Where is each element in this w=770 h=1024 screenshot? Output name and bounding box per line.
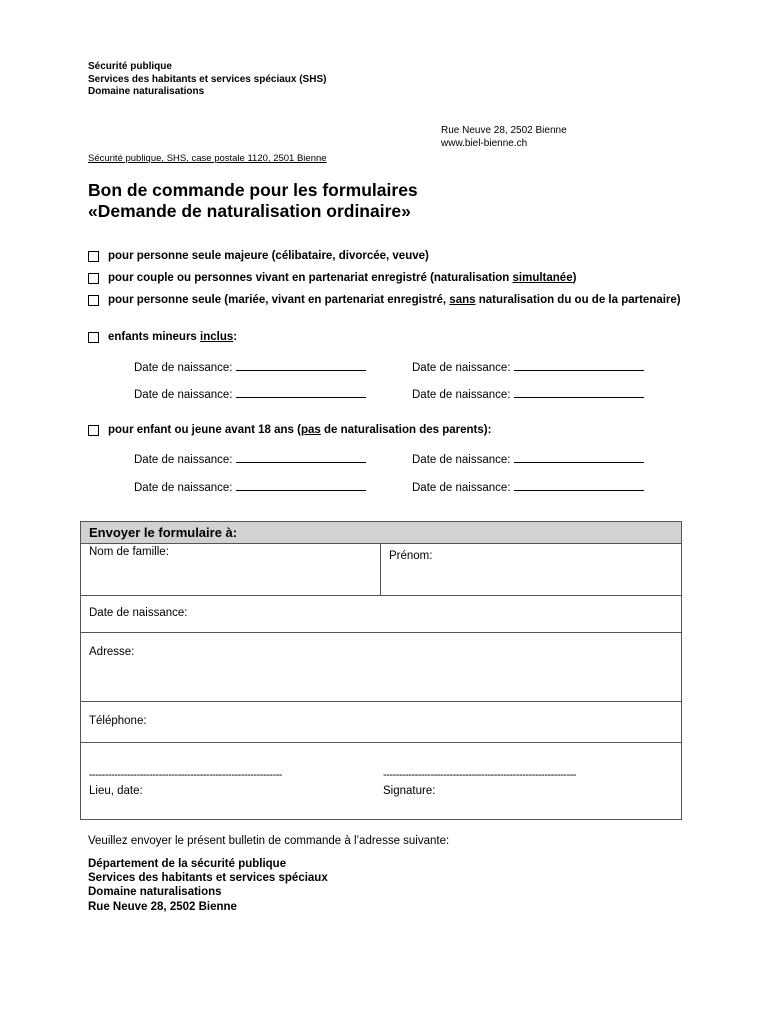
prenom-label[interactable]: Prénom:	[389, 550, 433, 562]
option-label: enfants mineurs inclus:	[108, 331, 238, 343]
divider	[81, 595, 681, 596]
signature-label: Signature:	[383, 785, 436, 797]
office-address	[441, 125, 567, 150]
dob-blank[interactable]	[514, 387, 644, 398]
dob-child-4[interactable]	[412, 387, 644, 401]
option-label: pour personne seule majeure (célibataire, divorcée, veuve)	[108, 250, 429, 262]
dob-blank[interactable]	[514, 360, 644, 371]
footer-address-line-4: Rue Neuve 28, 2502 Bienne	[88, 900, 237, 913]
checkbox[interactable]	[88, 251, 99, 262]
option-minor-children[interactable]	[88, 330, 688, 345]
checkbox[interactable]	[88, 273, 99, 284]
title-line-1: Bon de commande pour les formulaires	[88, 180, 418, 200]
option-couple[interactable]	[88, 271, 688, 286]
footer-address-line-1: Département de la sécurité publique	[88, 858, 287, 870]
nom-label[interactable]: Nom de famille:	[89, 546, 169, 558]
office-street: Rue Neuve 28, 2502 Bienne	[441, 125, 567, 136]
option-single-adult[interactable]	[88, 249, 688, 264]
lieu-date-label: Lieu, date:	[89, 785, 143, 797]
dob-label: Date de naissance:	[412, 389, 511, 401]
dob-child-1[interactable]	[134, 360, 366, 374]
divider	[81, 701, 681, 702]
recipient-form	[80, 521, 682, 820]
dob-youth-2[interactable]	[412, 452, 644, 466]
dob-label: Date de naissance:	[134, 482, 233, 494]
letterhead-line-3: Domaine naturalisations	[88, 86, 205, 97]
dob-label: Date de naissance:	[412, 454, 511, 466]
date-label[interactable]: Date de naissance:	[89, 607, 188, 619]
dob-label: Date de naissance:	[134, 454, 233, 466]
footer-address-line-3: Domaine naturalisations	[88, 886, 222, 899]
footer-instruction: Veuillez envoyer le présent bulletin de commande à l’adresse suivante:	[88, 835, 450, 847]
footer-address-line-2: Services des habitants et services spéciaux	[88, 872, 328, 885]
divider	[380, 543, 381, 595]
checkbox[interactable]	[88, 332, 99, 343]
dob-label: Date de naissance:	[412, 482, 511, 494]
dob-label: Date de naissance:	[134, 362, 233, 374]
signature-line[interactable]: -------------------------------------------------------------	[383, 769, 576, 781]
dob-blank[interactable]	[236, 387, 366, 398]
dob-blank[interactable]	[236, 360, 366, 371]
adresse-label[interactable]: Adresse:	[89, 646, 135, 658]
letterhead-line-1: Sécurité publique	[88, 61, 172, 72]
option-label: pour enfant ou jeune avant 18 ans (pas de naturalisation des parents):	[108, 424, 492, 436]
dob-blank[interactable]	[514, 480, 644, 491]
option-child-under-18[interactable]	[88, 423, 688, 438]
dob-label: Date de naissance:	[134, 389, 233, 401]
letterhead	[88, 61, 326, 99]
dob-child-2[interactable]	[412, 360, 644, 374]
divider	[81, 742, 681, 743]
lieu-date-line[interactable]: -------------------------------------------------------------	[89, 769, 282, 781]
divider	[81, 632, 681, 633]
option-single-married[interactable]	[88, 293, 688, 308]
dob-youth-4[interactable]	[412, 480, 644, 494]
dob-blank[interactable]	[236, 452, 366, 463]
dob-blank[interactable]	[514, 452, 644, 463]
checkbox[interactable]	[88, 295, 99, 306]
dob-youth-1[interactable]	[134, 452, 366, 466]
title-line-2: «Demande de naturalisation ordinaire»	[88, 200, 411, 221]
dob-blank[interactable]	[236, 480, 366, 491]
letterhead-line-2: Services des habitants et services spéciaux (SHS)	[88, 73, 327, 85]
checkbox[interactable]	[88, 425, 99, 436]
dob-label: Date de naissance:	[412, 362, 511, 374]
option-label: pour personne seule (mariée, vivant en partenariat enregistré, sans naturalisation du ou de la partenaire)	[108, 294, 681, 306]
office-website[interactable]: www.biel-bienne.ch	[441, 137, 528, 149]
page-title	[88, 180, 418, 221]
form-heading: Envoyer le formulaire à:	[89, 525, 238, 540]
footer-address	[88, 857, 328, 914]
dob-youth-3[interactable]	[134, 480, 366, 494]
option-label: pour couple ou personnes vivant en partenariat enregistré (naturalisation simultanée)	[108, 272, 577, 284]
telephone-label[interactable]: Téléphone:	[89, 715, 147, 727]
form-heading-bar	[81, 522, 681, 544]
dob-child-3[interactable]	[134, 387, 366, 401]
sender-line: Sécurité publique, SHS, case postale 1120, 2501 Bienne	[88, 153, 327, 164]
